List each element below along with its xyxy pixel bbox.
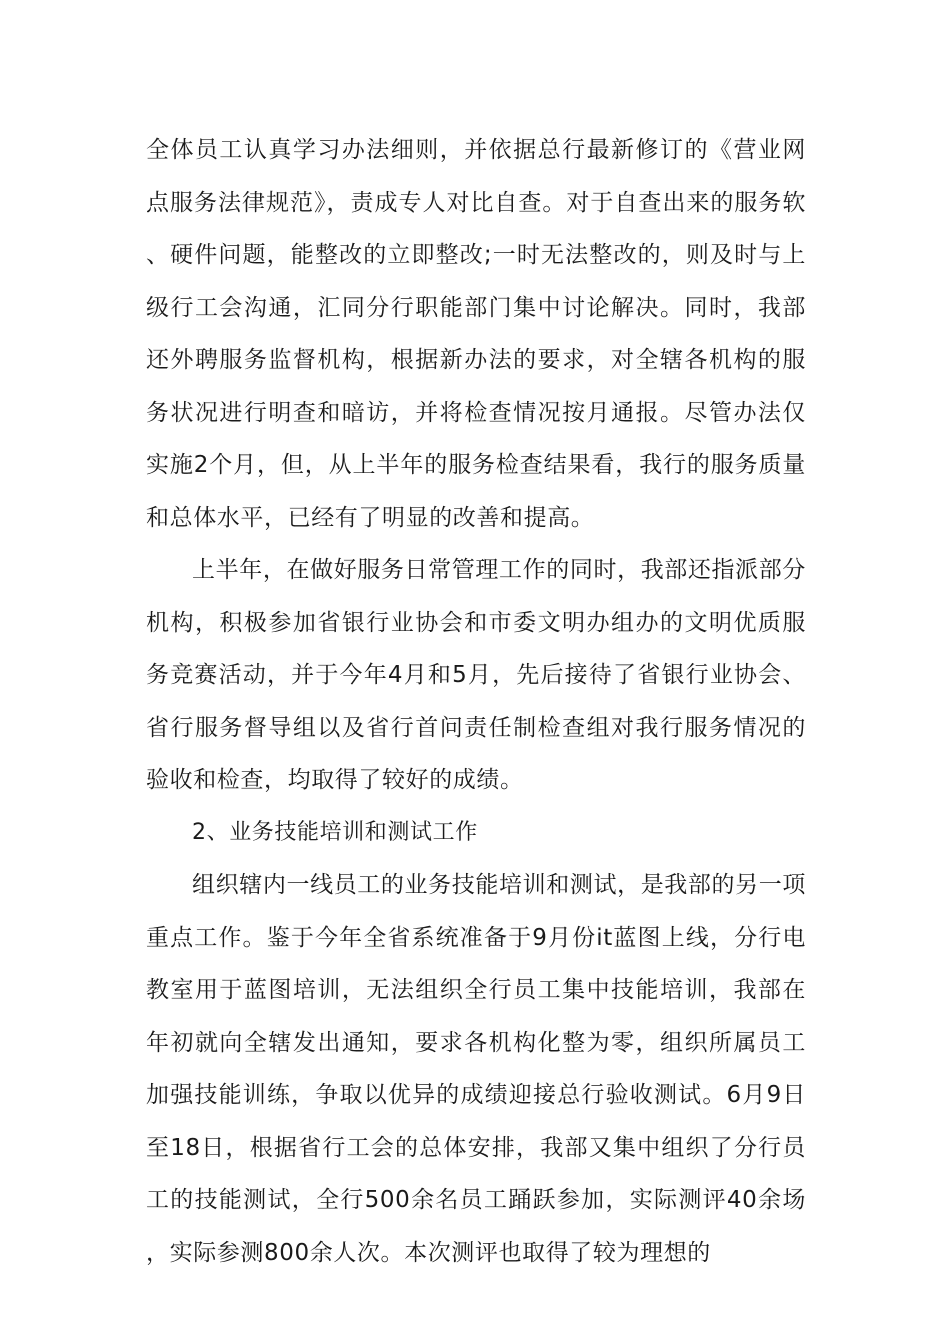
section-heading-skills-training: 2、业务技能培训和测试工作 (192, 819, 478, 845)
document-body (146, 124, 806, 1279)
paragraph-skills-testing: 组织辖内一线员工的业务技能培训和测试，是我部的另一项重点工作。鉴于今年全省系统准备于9月份it蓝图上线，分行电教室用于蓝图培训，无法组织全行员工集中技能培训，我部在年初就向全辖发出通知，要求各机构化整为零，组织所属员工加强技能训练，争取以优异的成绩迎接总行验收测试。6月9日至18日，根据省行工会的总体安排，我部又集中组织了分行员工的技能测试，全行500余名员工踊跃参加，实际测评40余场，实际参测800余人次。本次测评也取得了较为理想的 (146, 872, 806, 1266)
paragraph-competition: 上半年，在做好服务日常管理工作的同时，我部还指派部分机构，积极参加省银行业协会和市委文明办组办的文明优质服务竞赛活动，并于今年4月和5月，先后接待了省银行业协会、省行服务督导组以及省行首问责任制检查组对我行服务情况的验收和检查，均取得了较好的成绩。 (146, 557, 806, 793)
paragraph-service-inspection: 全体员工认真学习办法细则，并依据总行最新修订的《营业网点服务法律规范》，责成专人对比自查。对于自查出来的服务软、硬件问题，能整改的立即整改;一时无法整改的，则及时与上级行工会沟通，汇同分行职能部门集中讨论解决。同时，我部还外聘服务监督机构，根据新办法的要求，对全辖各机构的服务状况进行明查和暗访，并将检查情况按月通报。尽管办法仅实施2个月，但，从上半年的服务检查结果看，我行的服务质量和总体水平，已经有了明显的改善和提高。 (146, 137, 806, 531)
